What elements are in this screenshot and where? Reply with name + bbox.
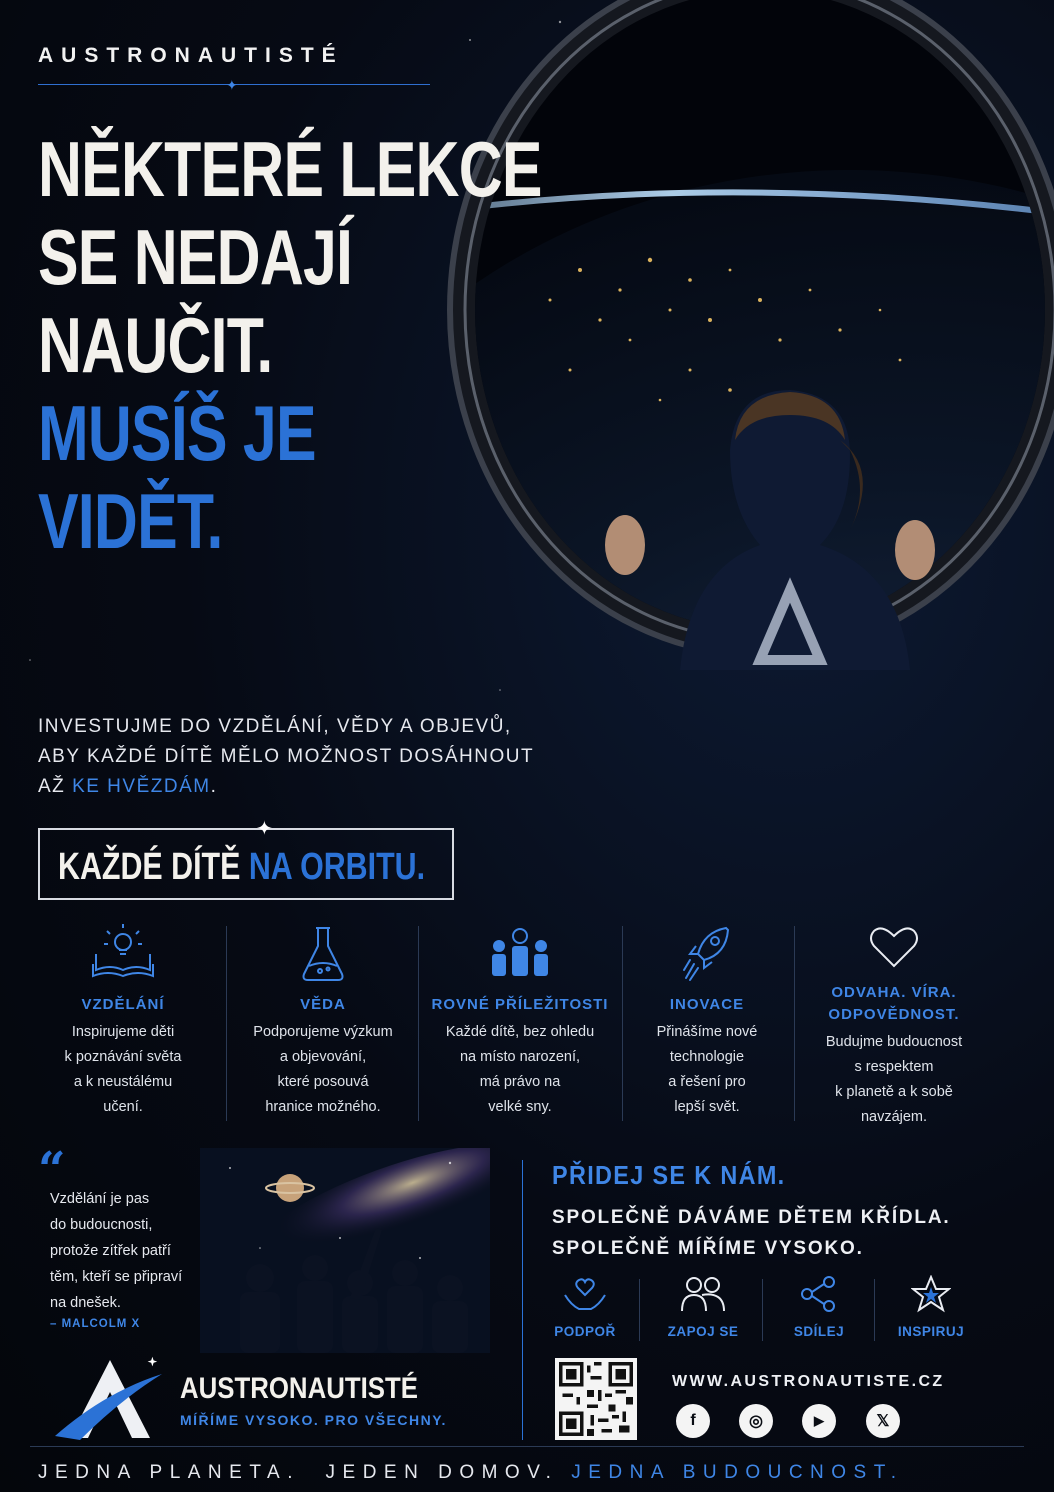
heart-icon [804, 920, 984, 970]
value-desc-line: učení. [103, 1099, 143, 1115]
rocket-icon [632, 920, 782, 982]
value-title [804, 982, 984, 1026]
intro-line: INVESTUJME DO VZDĚLÁNÍ, VĚDY A OBJEVŮ, [38, 716, 512, 737]
headline-line: SE NEDAJÍ [38, 213, 353, 301]
value-innovation [632, 920, 782, 1125]
headline [38, 125, 542, 565]
value-equal-opportunity [430, 920, 610, 1125]
action-label: SDÍLEJ [793, 1324, 845, 1339]
quote-line: Vzdělání je pas [50, 1191, 150, 1207]
value-desc-line: a objevování, [279, 1049, 367, 1065]
quote-icon: “ [38, 1142, 66, 1198]
qr-code[interactable] [555, 1358, 637, 1440]
youtube-icon[interactable]: ▶ [802, 1404, 836, 1438]
footer-slogan-blue: JEDNA BUDOUCNOST. [571, 1462, 904, 1483]
value-education [38, 920, 208, 1125]
people-icon [430, 920, 610, 982]
logo-name: AUSTRONAUTISTÉ [180, 1372, 418, 1405]
value-courage [804, 920, 984, 1125]
orbit-slogan-box [38, 818, 454, 900]
divider [874, 1279, 875, 1341]
value-desc-line: Inspirujeme děti [71, 1024, 175, 1040]
hands-heart-icon [563, 1275, 607, 1313]
people-join-icon [678, 1275, 728, 1313]
action-support[interactable] [530, 1275, 640, 1339]
quote-line: těm, kteří se připraví [50, 1269, 183, 1285]
brand-top-name: AUSTRONAUTISTÉ [38, 44, 344, 67]
website-link[interactable]: WWW.AUSTRONAUTISTE.CZ [672, 1373, 945, 1390]
headline-accent-line: VIDĚT. [38, 477, 223, 565]
austronautiste-logo-icon [50, 1352, 170, 1442]
divider [794, 926, 795, 1121]
divider [622, 926, 623, 1121]
quote-author: – MALCOLM X [50, 1318, 141, 1330]
logo-tagline: MÍŘÍME VYSOKO. PRO VŠECHNY. [180, 1412, 447, 1428]
cta-subtitle [552, 1202, 950, 1264]
cta-title: PŘIDEJ SE K NÁM. [552, 1160, 786, 1190]
value-desc-line: Budujme budoucnost [825, 1034, 963, 1050]
action-label: PODPOŘ [554, 1324, 616, 1339]
instagram-icon[interactable]: ◎ [739, 1404, 773, 1438]
orbit-slogan-white: KAŽDÉ DÍTĚ [58, 846, 241, 888]
value-desc-line: Každé dítě, bez ohledu [445, 1024, 595, 1040]
value-description [238, 1020, 408, 1120]
value-science [238, 920, 408, 1125]
flask-icon [238, 920, 408, 982]
value-desc-line: a k neustálému [73, 1074, 173, 1090]
action-join[interactable] [648, 1275, 758, 1339]
value-description [632, 1020, 782, 1120]
value-description [38, 1020, 208, 1120]
divider [418, 926, 419, 1121]
action-share[interactable] [764, 1275, 874, 1339]
value-title: INOVACE [669, 996, 745, 1013]
footer-slogan [38, 1462, 904, 1484]
value-title: VĚDA [300, 996, 346, 1013]
intro-prefix: AŽ [38, 776, 73, 797]
footer-divider [30, 1446, 1024, 1447]
quote-text [50, 1186, 210, 1316]
action-inspire[interactable] [876, 1275, 986, 1339]
planetarium-scene [200, 1148, 490, 1353]
value-title: VZDĚLÁNÍ [81, 996, 165, 1013]
cta-actions [540, 1275, 990, 1345]
action-label: ZAPOJ SE [667, 1324, 739, 1339]
orbit-slogan-blue: NA ORBITU. [248, 846, 426, 888]
cta-subtitle-line: SPOLEČNĚ DÁVÁME DĚTEM KŘÍDLA. [552, 1207, 951, 1228]
value-desc-line: k planetě a k sobě [835, 1084, 953, 1100]
quote-line: na dnešek. [50, 1295, 121, 1311]
value-desc-line: navzájem. [860, 1109, 928, 1125]
intro-text [38, 712, 558, 802]
cta-subtitle-line: SPOLEČNĚ MÍŘÍME VYSOKO. [552, 1238, 864, 1259]
intro-line [38, 772, 558, 802]
divider [762, 1279, 763, 1341]
quote-line: do budoucnosti, [50, 1217, 153, 1233]
footer-slogan-white: JEDNA PLANETA. JEDEN DOMOV. [38, 1462, 559, 1483]
value-desc-line: které posouvá [277, 1074, 369, 1090]
intro-highlight: KE HVĚZDÁM [72, 776, 211, 797]
value-title-line: ODVAHA. VÍRA. [831, 984, 957, 1001]
quote-line: protože zítřek patří [50, 1243, 171, 1259]
value-description [430, 1020, 610, 1120]
sparkle-icon: ✦ [256, 818, 273, 840]
orbit-slogan [58, 846, 425, 889]
divider [522, 1160, 523, 1440]
value-desc-line: a řešení pro [668, 1074, 746, 1090]
divider [639, 1279, 640, 1341]
headline-accent-line: MUSÍŠ JE [38, 389, 316, 477]
value-desc-line: má právo na [479, 1074, 561, 1090]
value-desc-line: hranice možného. [265, 1099, 381, 1115]
headline-line: NAUČIT. [38, 301, 273, 389]
value-desc-line: na místo narození, [459, 1049, 581, 1065]
value-desc-line: technologie [669, 1049, 745, 1065]
value-desc-line: Přinášíme nové [656, 1024, 758, 1040]
intro-suffix: . [210, 776, 218, 797]
value-desc-line: lepší svět. [674, 1099, 740, 1115]
share-icon [799, 1275, 839, 1313]
facebook-icon[interactable]: f [676, 1404, 710, 1438]
star-icon [911, 1275, 951, 1313]
intro-line: ABY KAŽDÉ DÍTĚ MĚLO MOŽNOST DOSÁHNOUT [38, 746, 535, 767]
values-row [38, 920, 1013, 1125]
headline-line: NĚKTERÉ LEKCE [38, 125, 542, 213]
value-title: ROVNÉ PŘÍLEŽITOSTI [431, 996, 609, 1013]
qr-code-pattern [559, 1362, 633, 1436]
book-lightbulb-icon [38, 920, 208, 982]
value-desc-line: velké sny. [488, 1099, 552, 1115]
value-desc-line: k poznávání světa [64, 1049, 182, 1065]
social-links [676, 1404, 936, 1440]
value-desc-line: s respektem [854, 1059, 934, 1075]
value-description [804, 1030, 984, 1130]
x-icon[interactable]: 𝕏 [866, 1404, 900, 1438]
value-desc-line: Podporujeme výzkum [253, 1024, 393, 1040]
action-label: INSPIRUJ [897, 1324, 965, 1339]
value-title-line: ODPOVĚDNOST. [828, 1006, 960, 1023]
sparkle-icon: ✦ [226, 77, 238, 93]
divider [226, 926, 227, 1121]
